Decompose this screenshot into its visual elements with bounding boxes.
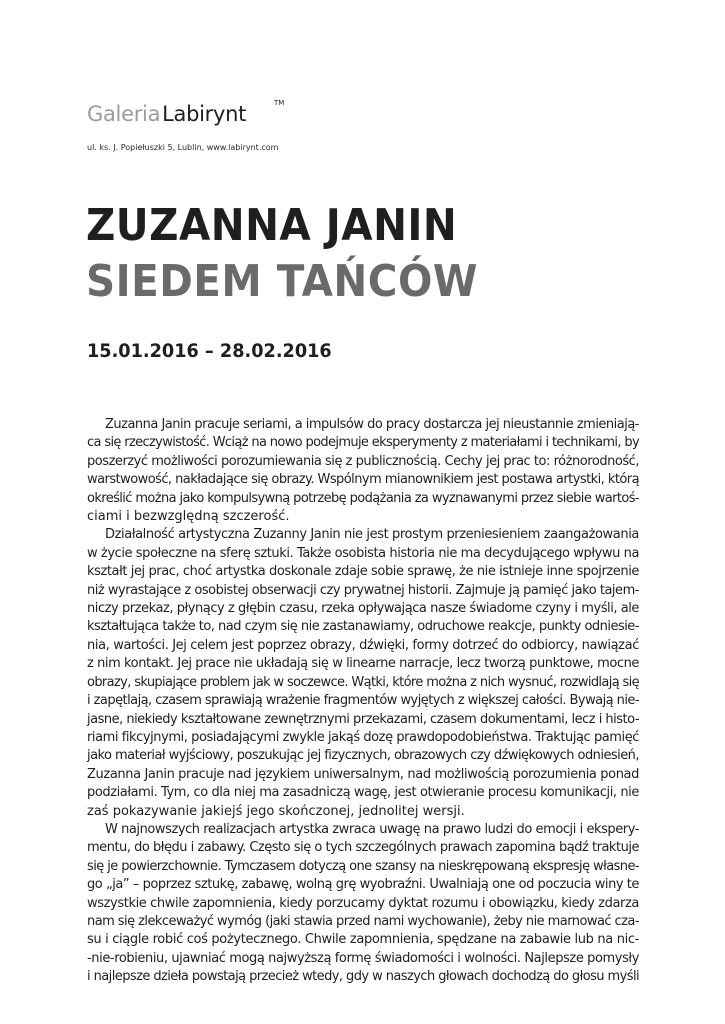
- body-line: go „ja” – poprzez sztukę, zabawę, wolną grę wyobraźni. Uwalniają one od poczucia winy te: [87, 877, 639, 893]
- artist-name: ZUZANNA JANIN: [86, 200, 458, 251]
- exhibition-title: [86, 198, 478, 310]
- body-line: z nim kontakt. Jej prace nie układają się w linearne narracje, lecz tworzą punktowe, mocne: [87, 656, 639, 672]
- gallery-address: ul. ks. J. Popiełuszki 5, Lublin, www.labirynt.com: [87, 143, 279, 152]
- body-line: wszystkie chwile zapomnienia, kiedy porzucamy dyktat rozumu i obowiązku, kiedy zdarza: [87, 895, 639, 911]
- body-line: niczy przekaz, płynący z głębin czasu, rzeka opływająca nasze świadome czyny i myśli, ale: [87, 601, 639, 617]
- body-line: określić można jako kompulsywną potrzebę podążania za wyznawanymi przez siebie wartoś-: [87, 490, 639, 506]
- body-line: i najlepsze dzieła powstają przecież wtedy, gdy w naszych głowach dochodzą do głosu myśli: [87, 969, 640, 985]
- body-line: -nie-robieniu, ujawniać mogą najwyższą formę świadomości i wolności. Najlepsze pomysły: [87, 950, 640, 966]
- body-line: su i ciągle robić coś pożytecznego. Chwile zapomnienia, spędzane na zabawie lub na nic-: [87, 932, 640, 948]
- body-line: nam się zlekceważyć wymóg (jaki stawia przed nami wychowanie), żeby nie marnować cza-: [87, 913, 639, 929]
- body-line: zaś pokazywanie jakiejś jego skończonej, jednolitej wersji.: [87, 803, 465, 819]
- body-line: W najnowszych realizacjach artystka zwraca uwagę na prawo ludzi do emocji i ekspery-: [105, 821, 639, 837]
- body-line: jako materiał wyjściowy, poszukując jej fizycznych, obrazowych czy dźwiękowych odniesień,: [87, 748, 639, 764]
- body-line: i zapętlają, czasem sprawiają wrażenie fragmentów wyjętych z większej całości. Bywają nie-: [87, 693, 640, 709]
- body-text: [87, 416, 639, 987]
- exhibition-dates: 15.01.2016 – 28.02.2016: [87, 340, 332, 362]
- trademark-mark: TM: [274, 99, 285, 107]
- body-line: ciami i bezwzględną szczerość.: [87, 509, 290, 525]
- body-line: Zuzanna Janin pracuje seriami, a impulsów do pracy dostarcza jej nieustannie zmieniają-: [105, 417, 639, 432]
- body-line: w życie społeczne na sferę sztuki. Także osobista historia nie ma decydującego wpływu na: [87, 545, 639, 561]
- body-line: obrazy, skupiające problem jak w soczewce. Wątki, które można z nich wysnuć, rozwidlają się: [87, 674, 640, 690]
- body-line: podziałami. Tym, co dla niej ma zasadniczą wagę, jest otwieranie procesu komunikacji, nie: [87, 785, 639, 801]
- logo-labirynt-text: Labirynt: [162, 102, 247, 126]
- body-line: niż wyrastające z osobistej obserwacji czy prywatnej historii. Zajmuje ją pamięć jako tajem-: [87, 582, 639, 598]
- exhibition-name: SIEDEM TAŃCÓW: [86, 256, 478, 307]
- body-line: się je powierzchownie. Tymczasem dotyczą one szansy na nieskrępowaną ekspresję własne-: [87, 858, 639, 874]
- body-line: Działalność artystyczna Zuzanny Janin nie jest prostym przeniesieniem zaangażowania: [105, 527, 639, 543]
- body-line: warstwowość, nakładające się obrazy. Wspólnym mianownikiem jest postawa artystki, którą: [87, 472, 640, 488]
- body-line: jasne, niekiedy kształtowane zewnętrznymi przekazami, czasem dokumentami, lecz i histo-: [87, 711, 640, 727]
- body-line: kształt jej prac, choć artystka doskonale zdaje sobie sprawę, że nie istnieje inne spojrzenie: [87, 564, 639, 580]
- body-line: kształtująca także to, nad czym się nie zastanawiamy, odruchowe reakcje, punkty odniesie-: [87, 619, 639, 635]
- body-line: mentu, do błędu i zabawy. Często się o tych szczególnych prawach zapomina bądź traktuje: [87, 840, 639, 856]
- body-line: ca się rzeczywistość. Wciąż na nowo podejmuje eksperymenty z materiałami i technikami, by: [87, 435, 640, 451]
- body-line: Zuzanna Janin pracuje nad językiem uniwersalnym, nad możliwością porozumienia ponad: [87, 766, 640, 782]
- body-line: poszerzyć możliwości porozumiewania się z publicznością. Cechy jej prac to: różnorodność,: [87, 453, 639, 469]
- body-line: riami fikcyjnymi, posiadającymi zwykle jakąś dozę prawdopodobieństwa. Traktując pamięć: [87, 729, 639, 745]
- gallery-logo: [87, 99, 285, 126]
- logo-galeria-text: Galeria: [87, 102, 161, 126]
- body-line: nia, wartości. Jej celem jest poprzez obrazy, dźwięki, formy dotrzeć do odbiorcy, nawiązać: [87, 637, 639, 653]
